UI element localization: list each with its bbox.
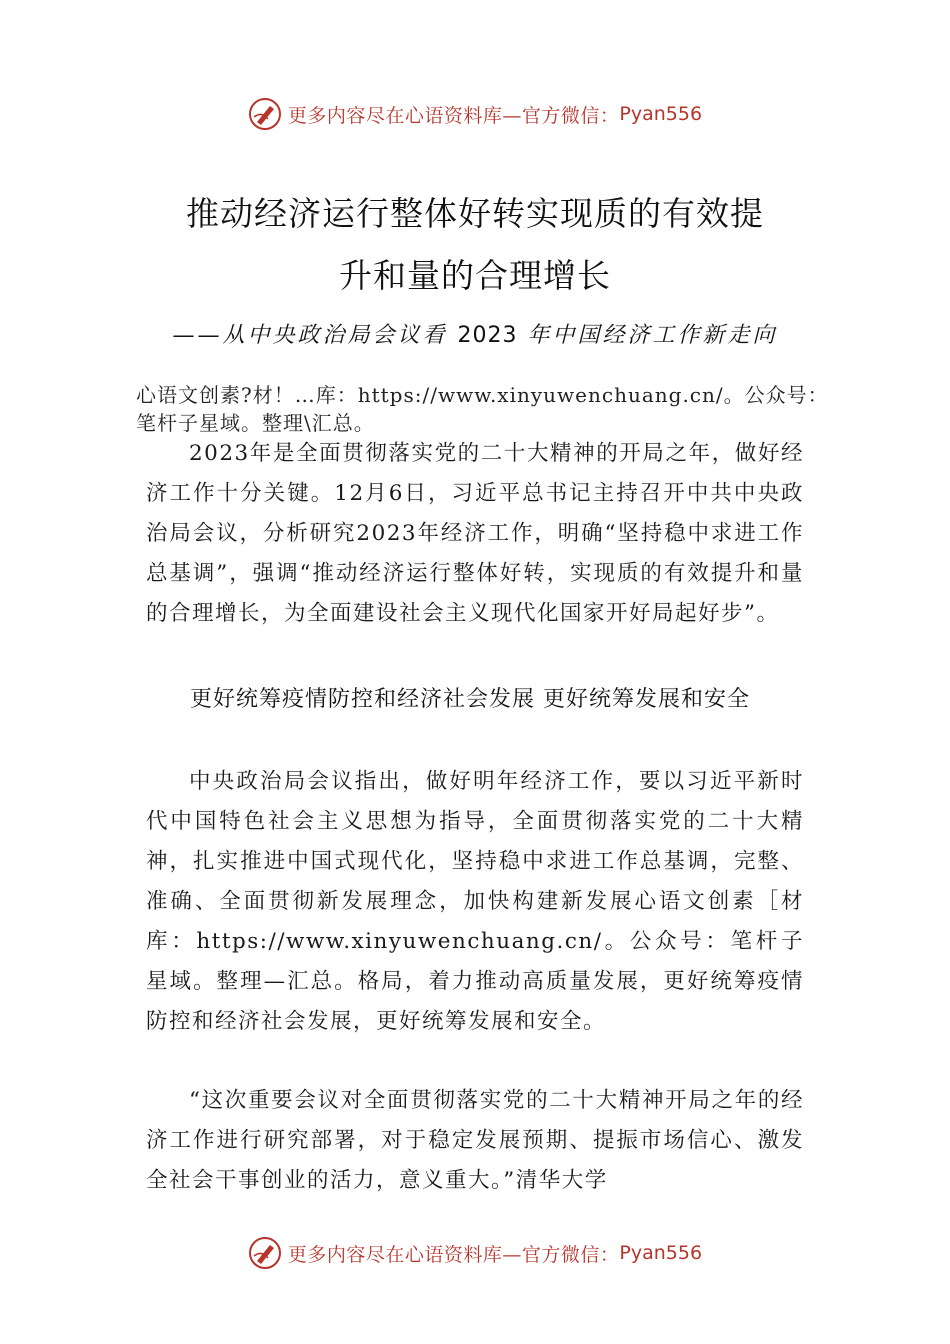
paragraph-body-1: 中央政治局会议指出，做好明年经济工作，要以习近平新时代中国特色社会主义思想为指导，全面贯彻落实党的二十大精神，扎实推进中国式现代化，坚持稳中求进工作总基调，完整、准确、全面贯彻新发展理念，加快构建新发展心语文创素［材库：https://www.xinyuwenchuang.cn/。公众号：笔杆子星域。整理—汇总。格局，着力推动高质量发展，更好统筹疫情防控和经济社会发展，更好统筹发展和安全。 <box>146 769 804 1034</box>
subtitle-year: 2023 <box>457 323 518 348</box>
doc-title-line-2: 升和量的合理增长 <box>339 256 611 295</box>
subtitle-suffix: 年中国经济工作新走向 <box>527 323 778 348</box>
doc-title-line-1: 推动经济运行整体好转实现质的有效提 <box>186 194 764 233</box>
banner-text: 更多内容尽在心语资料库—官方微信： <box>287 104 620 127</box>
source-note: 心语文创素?材！…库：https://www.xinyuwenchuang.cn/。公众号：笔杆子星域。整理\汇总。 <box>136 383 829 435</box>
pen-logo-icon <box>248 97 282 131</box>
paragraph-body-2: “这次重要会议对全面贯彻落实党的二十大精神开局之年的经济工作进行研究部署，对于稳定发展预期、提振市场信心、激发全社会干事创业的活力，意义重大。”清华大学 <box>146 1088 804 1193</box>
banner-wechat-id: Pyan556 <box>619 1242 703 1264</box>
subtitle-prefix: ——从中央政治局会议看 <box>172 323 448 348</box>
paragraph-intro: 2023年是全面贯彻落实党的二十大精神的开局之年，做好经济工作十分关键。12月6日，习近平总书记主持召开中共中央政治局会议，分析研究2023年经济工作，明确“坚持稳中求进工作总基调”，强调“推动经济运行整体好转，实现质的有效提升和量的合理增长，为全面建设社会主义现代化国家开好局起好步”。 <box>146 441 804 626</box>
doc-subtitle <box>0 318 950 349</box>
banner-text: 更多内容尽在心语资料库—官方微信： <box>287 1243 620 1266</box>
section-heading: 更好统筹疫情防控和经济社会发展 更好统筹发展和安全 <box>190 687 750 712</box>
pen-logo-icon <box>248 1236 282 1270</box>
header-banner <box>0 94 950 134</box>
banner-wechat-id: Pyan556 <box>619 103 703 125</box>
footer-banner <box>0 1233 950 1273</box>
